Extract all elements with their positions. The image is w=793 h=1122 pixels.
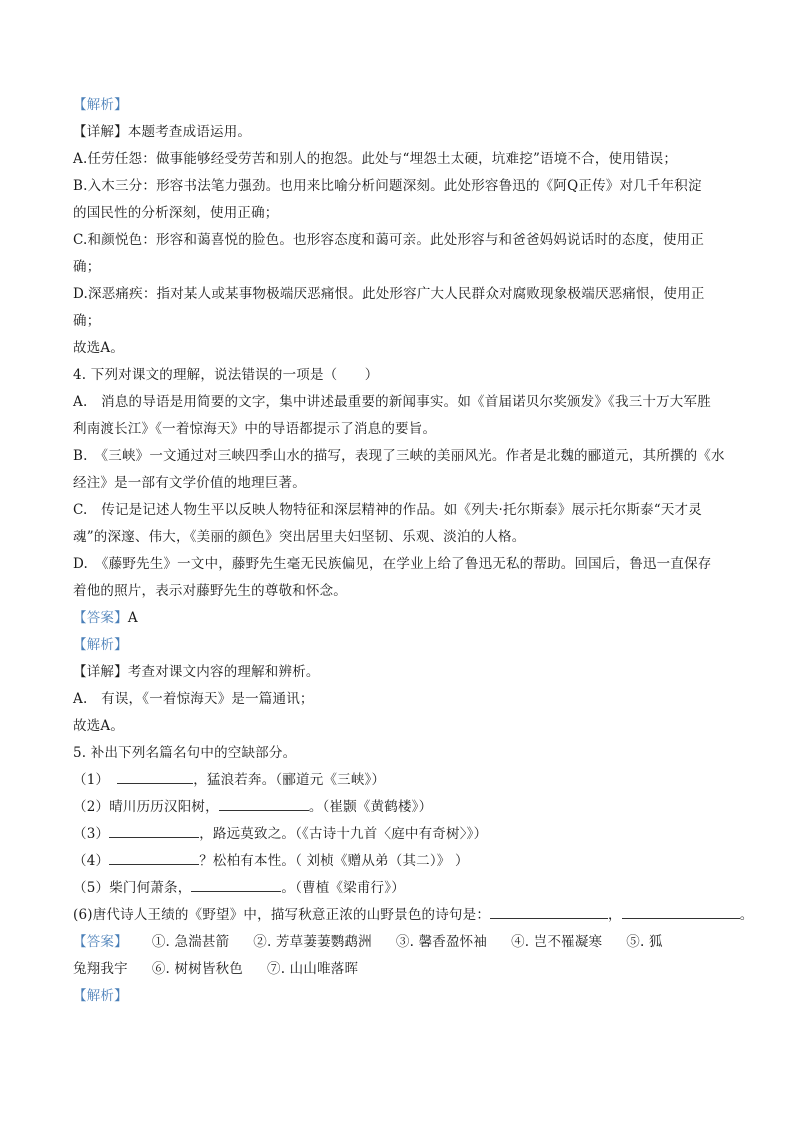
fill-item-4: （4） ？松柏有本性。（ 刘桢《赠从弟（其二）》 ） bbox=[73, 848, 723, 875]
blank-field bbox=[219, 796, 309, 811]
answer-item: ③. 馨香盈怀袖 bbox=[395, 934, 488, 950]
analysis-line: 确； bbox=[73, 259, 101, 275]
answer-tag: 【答案】 bbox=[73, 934, 128, 950]
answer-tag: 【答案】 bbox=[73, 610, 128, 626]
explain-line: A. 有误，《一着惊海天》是一篇通讯； bbox=[73, 691, 314, 707]
answer-value: A bbox=[127, 610, 138, 626]
blank-field bbox=[109, 850, 199, 865]
answer-line-continued: 兔翔我宇 ⑥. 树树皆秋色 ⑦. 山山唯落晖 bbox=[73, 961, 359, 977]
analysis-line: A.任劳任怨：做事能够经受劳苦和别人的抱怨。此处与“埋怨土太硬，坑难挖”语境不合，使用错误； bbox=[73, 151, 678, 167]
answer-item: ⑤. 狐 bbox=[626, 934, 663, 950]
conclusion: 故选A。 bbox=[73, 718, 125, 734]
option-line: D. 《藤野先生》一文中，藤野先生毫无民族偏见，在学业上给了鲁迅无私的帮助。回国后，鲁迅一直保存 bbox=[73, 556, 712, 572]
analysis-tag: 【解析】 bbox=[73, 988, 128, 1004]
blank-field bbox=[191, 877, 281, 892]
detail-tag: 【详解】 bbox=[73, 124, 128, 140]
fill-item-2: （2）晴川历历汉阳树， 。（崔颢《黄鹤楼》） bbox=[73, 794, 723, 821]
analysis-line: C.和颜悦色：形容和蔼喜悦的脸色。也形容态度和蔼可亲。此处形容与和爸爸妈妈说话时的态度，使用正 bbox=[73, 232, 705, 248]
conclusion: 故选A。 bbox=[73, 340, 125, 356]
analysis-line: 的国民性的分析深刻，使用正确； bbox=[73, 205, 279, 221]
blank-field bbox=[622, 904, 740, 919]
answer-item: ⑦. 山山唯落晖 bbox=[267, 961, 359, 977]
answer-line bbox=[73, 929, 723, 956]
detail-line: 【详解】本题考查成语运用。 bbox=[73, 124, 252, 140]
fill-item-5: （5）柴门何萧条， 。（曹植《梁甫行》） bbox=[73, 875, 723, 902]
answer-item: ②. 芳草萋萋鹦鹉洲 bbox=[253, 934, 372, 950]
blank-field bbox=[109, 823, 199, 838]
detail-line: 【详解】考查对课文内容的理解和辨析。 bbox=[73, 664, 320, 680]
option-line: 利南渡长江》《一着惊海天》中的导语都提示了消息的要旨。 bbox=[73, 421, 437, 437]
blank-field bbox=[117, 769, 193, 784]
detail-tag: 【详解】 bbox=[73, 664, 128, 680]
question-4-stem: 4. 下列对课文的理解，说法错误的一项是（ ） bbox=[73, 367, 379, 383]
blank-field bbox=[490, 904, 608, 919]
fill-item-3: （3） ，路远莫致之。（《古诗十九首〈庭中有奇树〉》） bbox=[73, 821, 723, 848]
option-line: 着他的照片，表示对藤野先生的尊敬和怀念。 bbox=[73, 583, 347, 599]
document-page bbox=[73, 92, 754, 1010]
answer-item: ④. 岂不罹凝寒 bbox=[511, 934, 603, 950]
option-line: A. 消息的导语是用简要的文字，集中讲述最重要的新闻事实。如《首届诺贝尔奖颁发》《我三十万大军胜 bbox=[73, 394, 711, 410]
option-line: C. 传记是记述人物生平以反映人物特征和深层精神的作品。如《列夫·托尔斯泰》展示托尔斯泰“天才灵 bbox=[73, 502, 702, 518]
analysis-line: 确； bbox=[73, 313, 101, 329]
fill-item-1: （1） ，猛浪若奔。（郦道元《三峡》） bbox=[73, 767, 723, 794]
fill-item-6: (6)唐代诗人王绩的《野望》中，描写秋意正浓的山野景色的诗句是： ， 。 bbox=[73, 902, 723, 929]
analysis-line: B.入木三分：形容书法笔力强劲。也用来比喻分析问题深刻。此处形容鲁迅的《阿Q正传》对几千年积淀 bbox=[73, 178, 702, 194]
option-line: 经注》是一部有文学价值的地理巨著。 bbox=[73, 475, 306, 491]
analysis-tag: 【解析】 bbox=[73, 97, 128, 113]
answer-item: ⑥. 树树皆秋色 bbox=[151, 961, 243, 977]
answer-line bbox=[73, 605, 723, 632]
question-5-stem: 5. 补出下列名篇名句中的空缺部分。 bbox=[73, 745, 297, 761]
option-line: B. 《三峡》一文通过对三峡四季山水的描写，表现了三峡的美丽风光。作者是北魏的郦道元，其所撰的《水 bbox=[73, 448, 725, 464]
option-line: 魂”的深邃、伟大，《美丽的颜色》突出居里夫妇坚韧、乐观、淡泊的人格。 bbox=[73, 529, 526, 545]
analysis-line: D.深恶痛疾：指对某人或某事物极端厌恶痛恨。此处形容广大人民群众对腐败现象极端厌恶痛恨，使用正 bbox=[73, 286, 705, 302]
answer-item: ①. 急湍甚箭 bbox=[151, 934, 230, 950]
analysis-tag: 【解析】 bbox=[73, 637, 128, 653]
